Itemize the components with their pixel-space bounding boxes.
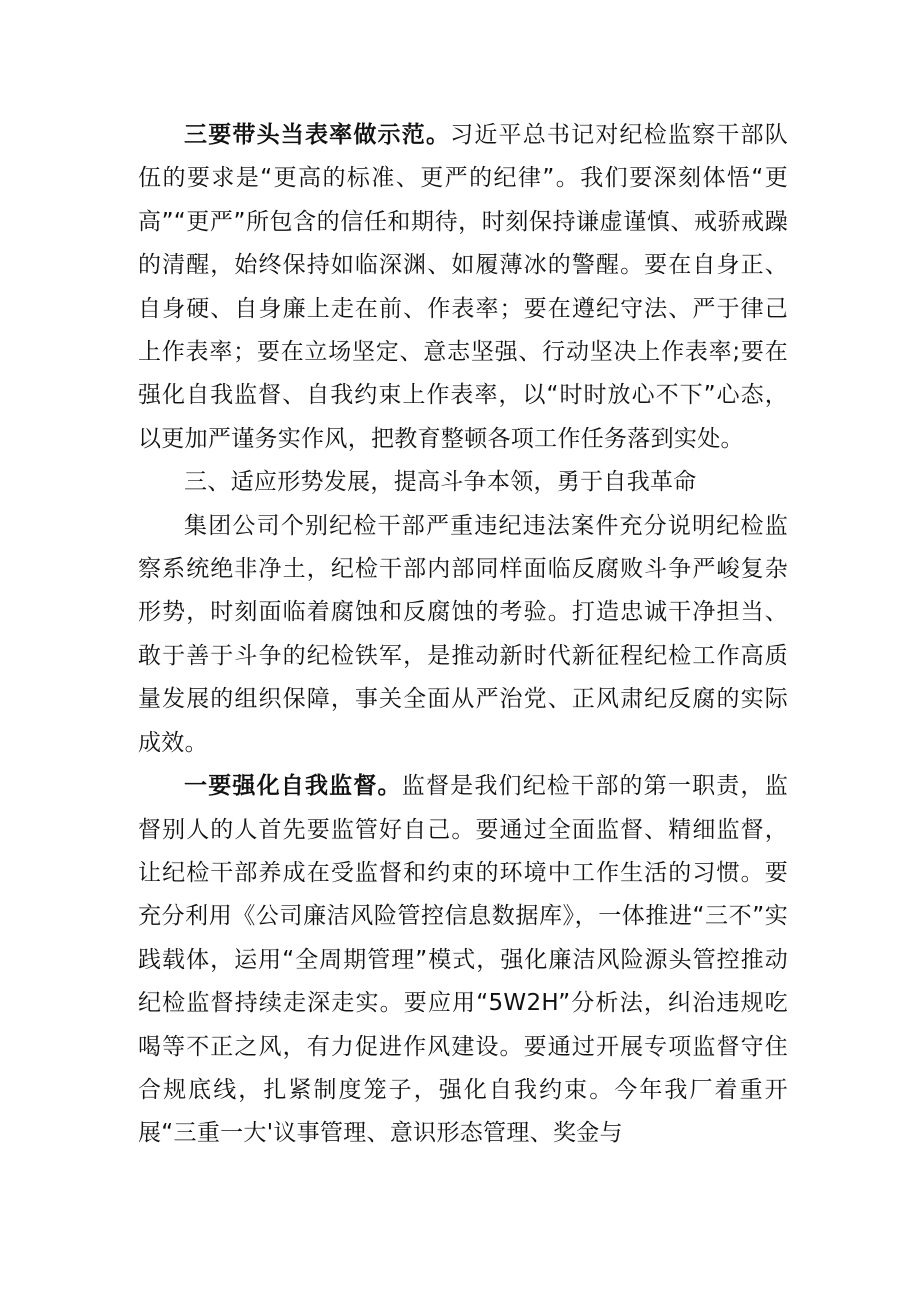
- section-heading-three: [138, 461, 788, 504]
- paragraph-self-supervision: [138, 765, 788, 1156]
- paragraph-lead-by-example: [138, 114, 788, 461]
- paragraph-situation: [138, 505, 788, 765]
- paragraph-lead-heading: 一要强化自我监督。: [184, 773, 402, 800]
- paragraph-text: 习近平总书记对纪检监察干部队伍的要求是“更高的标准、更严的纪律”。我们要深刻体悟“更高”“更严”所包含的信任和期待，时刻保持谦虚谨慎、戒骄戒躁的清醒，始终保持如临深渊、如履薄冰的警醒。要在自身正、自身硬、自身廉上走在前、作表率；要在遵纪守法、严于律己上作表率；要在立场坚定、意志坚强、行动坚决上作表率;要在强化自我监督、自我约束上作表率，以“时时放心不下”心态，以更加严谨务实作风，把教育整顿各项工作任务落到实处。: [138, 122, 788, 452]
- section-heading-text: 三、适应形势发展，提高斗争本领，勇于自我革命: [184, 469, 697, 496]
- paragraph-lead-heading: 三要带头当表率做示范。: [184, 122, 451, 148]
- document-body: [138, 114, 788, 1156]
- paragraph-text: 集团公司个别纪检干部严重违纪违法案件充分说明纪检监察系统绝非净土，纪检干部内部同样面临反腐败斗争严峻复杂形势，时刻面临着腐蚀和反腐蚀的考验。打造忠诚干净担当、敢于善于斗争的纪检铁军，是推动新时代新征程纪检工作高质量发展的组织保障，事关全面从严治党、正风肃纪反腐的实际成效。: [138, 512, 788, 756]
- paragraph-text: 监督是我们纪检干部的第一职责，监督别人的人首先要监管好自己。要通过全面监督、精细监督，让纪检干部养成在受监督和约束的环境中工作生活的习惯。要充分利用《公司廉洁风险管控信息数据库》，一体推进“三不”实践载体，运用“全周期管理”模式，强化廉洁风险源头管控推动纪检监督持续走深走实。要应用“5W2H”分析法，纠治违规吃喝等不正之风，有力促进作风建设。要通过开展专项监督守住合规底线，扎紧制度笼子，强化自我约束。今年我厂着重开展“三重一大'议事管理、意识形态管理、奖金与: [138, 773, 788, 1147]
